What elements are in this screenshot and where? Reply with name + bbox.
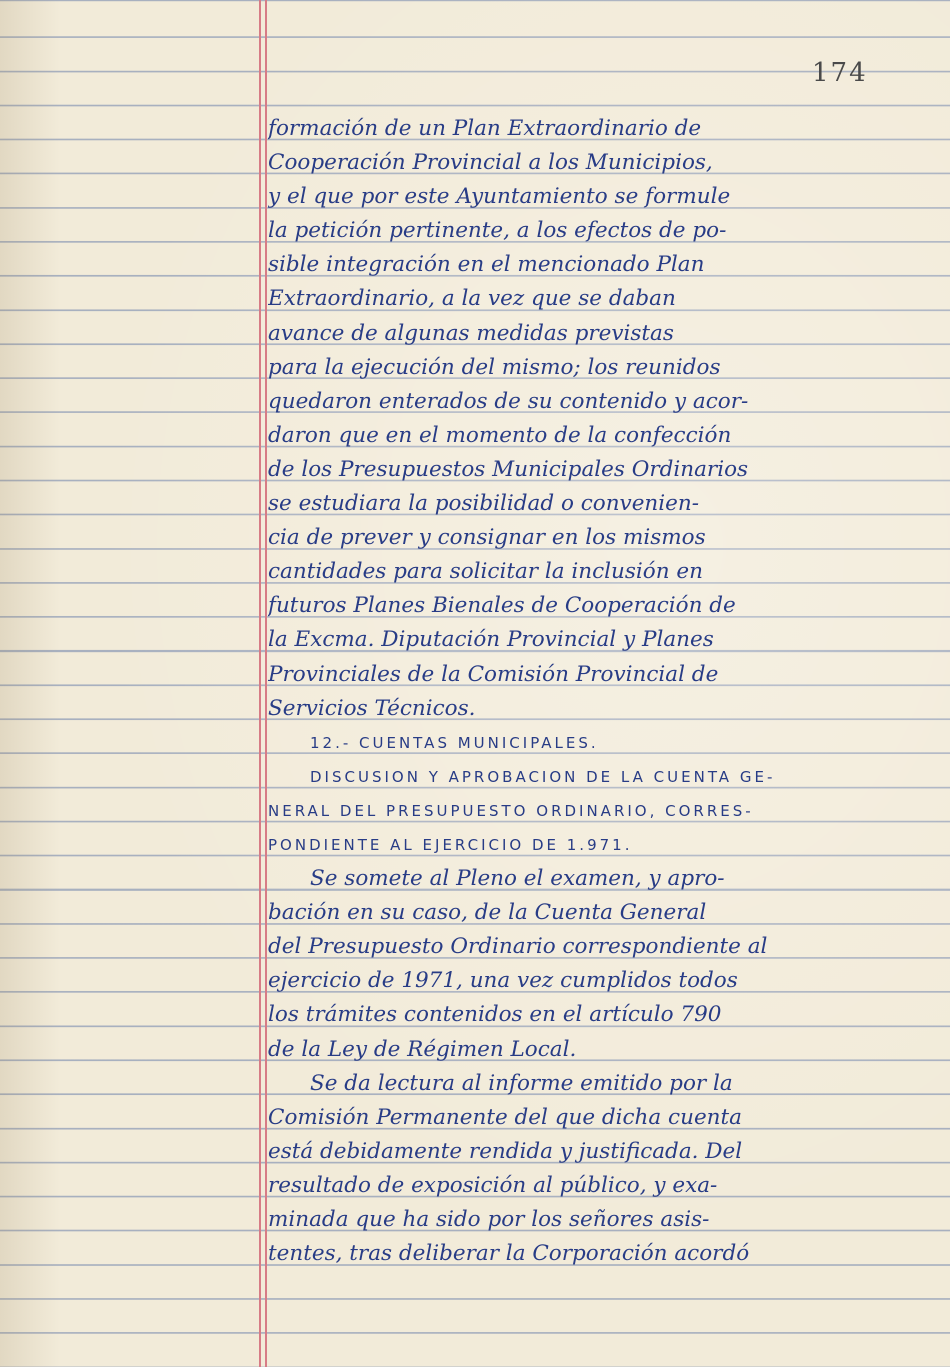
- text-line: está debidamente rendida y justificada. Del: [268, 1138, 743, 1164]
- text-line: minada que ha sido por los señores asis-: [268, 1207, 710, 1232]
- margin-rule-right: [265, 0, 267, 1367]
- text-line: avance de algunas medidas previstas: [268, 320, 674, 346]
- text-line: Se da lectura al informe emitido por la: [310, 1070, 733, 1096]
- section-heading: 12.- CUENTAS MUNICIPALES.: [310, 733, 599, 752]
- section-subheading-line: NERAL DEL PRESUPUESTO ORDINARIO, CORRES-: [268, 801, 754, 820]
- text-line: Servicios Técnicos.: [268, 695, 476, 721]
- text-line: cia de prever y consignar en los mismos: [268, 525, 706, 551]
- section-subheading-line: PONDIENTE AL EJERCICIO DE 1.971.: [268, 835, 633, 854]
- text-line: quedaron enterados de su contenido y acor-: [268, 388, 749, 414]
- text-line: del Presupuesto Ordinario correspondiente al: [268, 934, 768, 960]
- margin-rule-left: [259, 0, 261, 1367]
- text-line: tentes, tras deliberar la Corporación acordó: [268, 1241, 750, 1267]
- text-line: de la Ley de Régimen Local.: [268, 1036, 577, 1062]
- text-line: de los Presupuestos Municipales Ordinarios: [268, 456, 749, 482]
- text-line: sible integración en el mencionado Plan: [268, 252, 705, 278]
- text-line: cantidades para solicitar la inclusión en: [268, 559, 704, 585]
- text-line: Comisión Permanente del que dicha cuenta: [268, 1104, 742, 1130]
- text-line: Cooperación Provincial a los Municipios,: [268, 150, 713, 176]
- handwritten-text-block: [268, 112, 928, 1271]
- text-line: daron que en el momento de la confección: [268, 422, 732, 448]
- page-edge-shading: [0, 0, 60, 1367]
- page-number: 174: [812, 58, 868, 88]
- text-line: la petición pertinente, a los efectos de po-: [268, 218, 727, 244]
- text-line: Extraordinario, a la vez que se daban: [268, 286, 676, 312]
- text-line: formación de un Plan Extraordinario de: [268, 116, 702, 141]
- text-line: futuros Planes Bienales de Cooperación de: [268, 593, 736, 619]
- text-line: se estudiara la posibilidad o convenien-: [268, 491, 699, 517]
- text-line: para la ejecución del mismo; los reunidos: [268, 354, 721, 380]
- text-line: resultado de exposición al público, y exa-: [268, 1172, 718, 1198]
- text-line: los trámites contenidos en el artículo 790: [268, 1002, 722, 1028]
- text-line: Se somete al Pleno el examen, y apro-: [310, 866, 725, 892]
- section-subheading-line: DISCUSION Y APROBACION DE LA CUENTA GE-: [310, 767, 776, 786]
- text-line: y el que por este Ayuntamiento se formule: [268, 184, 731, 210]
- text-line: bación en su caso, de la Cuenta General: [268, 900, 707, 926]
- text-line: ejercicio de 1971, una vez cumplidos todos: [268, 968, 738, 994]
- text-line: Provinciales de la Comisión Provincial de: [268, 661, 719, 687]
- text-line: la Excma. Diputación Provincial y Planes: [268, 627, 714, 653]
